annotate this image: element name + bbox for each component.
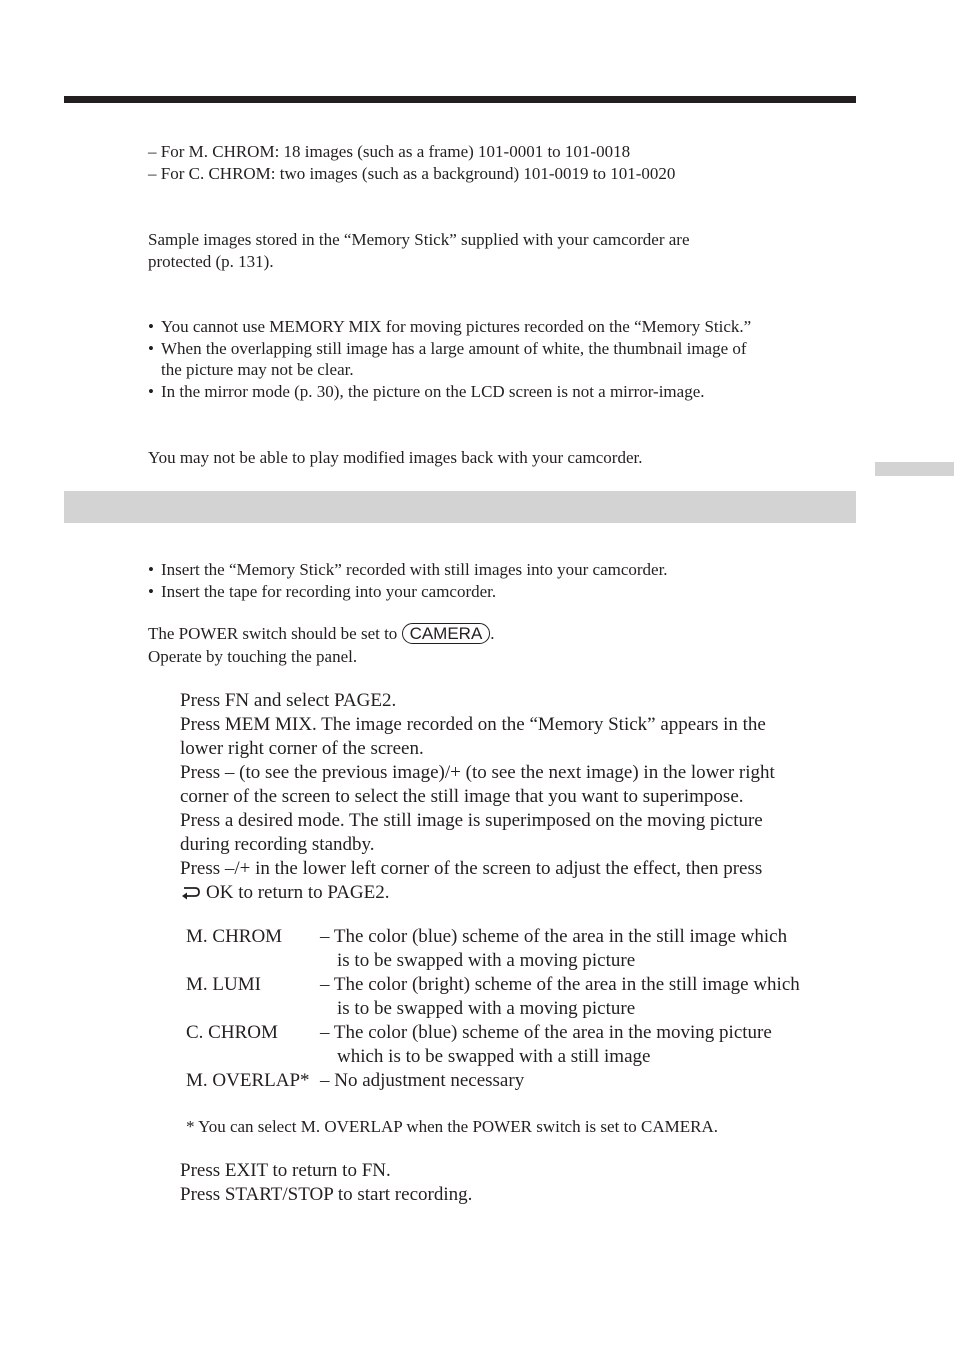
power-instruction [148, 623, 495, 645]
step-text: Press a desired mode. The still image is superimposed on the moving picture [180, 810, 763, 831]
step-item: Press EXIT to return to FN. [180, 1160, 391, 1181]
note-item: • When the overlapping still image has a large amount of white, the thumbnail image of the picture may not be clear. [148, 338, 747, 379]
mode-name: M. OVERLAP* [186, 1070, 310, 1091]
section-heading-band [64, 491, 856, 523]
mode-desc-line: – The color (blue) scheme of the area in the moving picture [320, 1022, 772, 1043]
note-text: In the mirror mode (p. 30), the picture on the LCD screen is not a mirror-image. [161, 381, 705, 401]
image-range-list [148, 141, 675, 185]
footnote: * You can select M. OVERLAP when the POWER switch is set to CAMERA. [186, 1117, 719, 1136]
step-item [180, 713, 775, 761]
step-text: Press FN and select PAGE2. [180, 690, 397, 711]
camera-mode-badge: CAMERA [402, 623, 491, 644]
prep-text: Insert the tape for recording into your camcorder. [161, 581, 497, 601]
image-range-item: – For C. CHROM: two images (such as a background) 101-0019 to 101-0020 [148, 164, 676, 183]
mode-row [186, 1021, 800, 1069]
mode-desc [320, 973, 800, 1021]
procedure-steps [180, 689, 775, 905]
protect-note-line: Sample images stored in the “Memory Stick” supplied with your camcorder are [148, 230, 690, 249]
mode-desc-line: – The color (blue) scheme of the area in the still image which [320, 926, 788, 947]
mode-desc [320, 1021, 800, 1069]
step-item: Press START/STOP to start recording. [180, 1184, 473, 1205]
mode-table [186, 925, 800, 1093]
image-range-item: – For M. CHROM: 18 images (such as a frame) 101-0001 to 101-0018 [148, 142, 631, 161]
power-text: The POWER switch should be set to [148, 624, 402, 643]
mode-desc-line: which is to be swapped with a still image [337, 1046, 651, 1067]
mode-desc-line: – The color (bright) scheme of the area in the still image which [320, 974, 800, 995]
note-item: • You cannot use MEMORY MIX for moving pictures recorded on the “Memory Stick.” [148, 317, 752, 336]
step-item [180, 809, 775, 857]
protect-note-line: protected (p. 131). [148, 252, 274, 271]
final-steps [180, 1159, 472, 1207]
step-text: Press MEM MIX. The image recorded on the “Memory Stick” appears in the [180, 714, 766, 735]
note-item: • In the mirror mode (p. 30), the picture on the LCD screen is not a mirror-image. [148, 381, 705, 401]
operate-instruction: Operate by touching the panel. [148, 647, 358, 666]
note-text: You cannot use MEMORY MIX for moving pictures recorded on the “Memory Stick.” [161, 317, 752, 336]
protect-note [148, 229, 690, 273]
mode-name: M. CHROM [186, 926, 283, 947]
mode-row [186, 925, 800, 973]
step-text: corner of the screen to select the still image that you want to superimpose. [180, 786, 744, 807]
step-text: lower right corner of the screen. [180, 738, 424, 759]
step-item [180, 689, 775, 713]
step-text: during recording standby. [180, 834, 375, 855]
prep-item: • Insert the “Memory Stick” recorded with still images into your camcorder. [148, 560, 668, 579]
preparation-list [148, 559, 668, 602]
mode-desc-line: – No adjustment necessary [320, 1070, 525, 1091]
step-text: Press –/+ in the lower left corner of the screen to adjust the effect, then press [180, 858, 763, 879]
step-text: Press – (to see the previous image)/+ (to see the next image) in the lower right [180, 762, 775, 783]
mode-desc-line: is to be swapped with a moving picture [337, 998, 636, 1019]
step-item [180, 761, 775, 809]
mode-name: M. LUMI [186, 974, 261, 995]
section-side-tab [875, 462, 954, 476]
step-text: OK to return to PAGE2. [206, 882, 390, 903]
mode-name: C. CHROM [186, 1022, 278, 1043]
step-item [180, 857, 775, 905]
note-text: When the overlapping still image has a large amount of white, the thumbnail image of [161, 338, 747, 358]
top-rule [64, 96, 856, 103]
mode-row [186, 1069, 800, 1093]
modify-note: You may not be able to play modified images back with your camcorder. [148, 448, 643, 467]
notes-list [148, 316, 751, 402]
mode-row [186, 973, 800, 1021]
mode-desc [320, 1069, 800, 1093]
mode-desc-line: is to be swapped with a moving picture [337, 950, 636, 971]
prep-text: Insert the “Memory Stick” recorded with still images into your camcorder. [161, 560, 668, 579]
return-arrow-icon [180, 884, 202, 900]
note-text: the picture may not be clear. [161, 360, 354, 379]
mode-desc [320, 925, 800, 973]
prep-item: • Insert the tape for recording into your camcorder. [148, 581, 497, 601]
power-text-end: . [490, 624, 495, 643]
